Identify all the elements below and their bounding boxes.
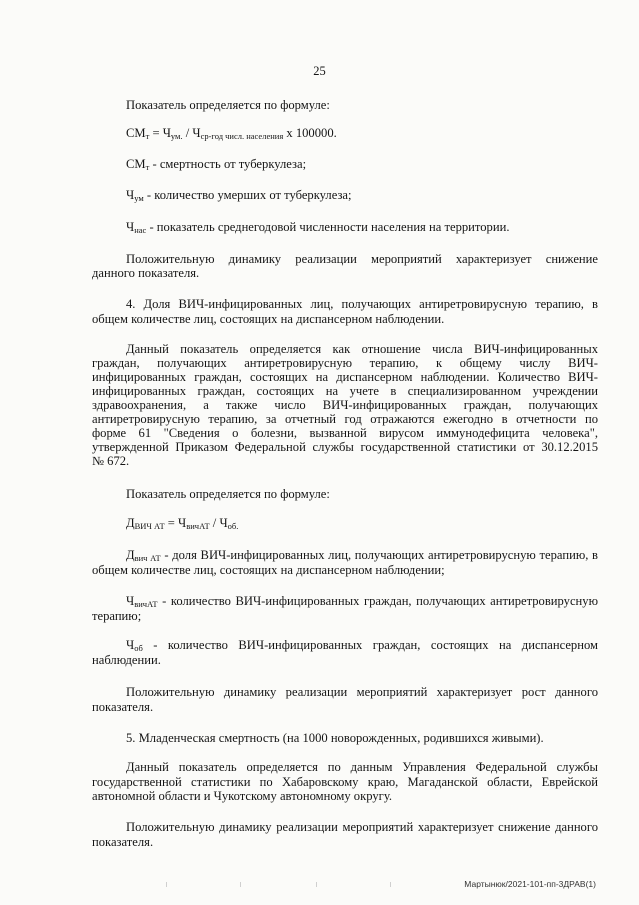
formula-intro-1: Показатель определяется по формуле: xyxy=(126,98,330,112)
definition-hiv-share: $Д_{вич АТ}$ - доля ВИЧ-инфицированных лиц, получающих антиретровирусную терапию, в общем количестве лиц, состоящих на диспансерном наблюдении; xyxy=(92,548,599,577)
definition-hiv-art: $Ч_{вичАТ}$ - количество ВИЧ-инфицированных граждан, получающих антиретровирусную терапию; xyxy=(92,594,598,623)
desc-line: № 672. xyxy=(92,454,130,468)
desc-line: здравоохранения, а также число ВИЧ-инфицированных граждан, получающих xyxy=(92,398,598,412)
indicator-5-description: Данный показатель определяется по данным Управления Федеральной службы государственной статистики по Хабаровскому краю, Магаданской области, Еврейской автономной области и Чукотскому автономному округу. xyxy=(92,760,598,804)
positive-dynamics-1b: данного показателя. xyxy=(92,266,200,280)
desc-line: Данный показатель определяется как отношение числа ВИЧ-инфицированных xyxy=(126,342,598,356)
scan-mark xyxy=(316,882,317,887)
desc-line: форме 61 "Сведения о болезни, вызванной вирусом иммунодефицита человека", xyxy=(92,426,598,440)
footer-doc-id: Мартынюк/2021-101-пп-3ДРАВ(1) xyxy=(464,879,596,889)
scan-mark xyxy=(390,882,391,887)
formula-intro-2: Показатель определяется по формуле: xyxy=(126,487,330,501)
definition-population: $Ч_{нас}$ - показатель среднегодовой численности населения на территории. xyxy=(126,220,510,235)
formula-hiv-share: $Д_{ВИЧ АТ} = Ч_{вичАТ} / Ч_{об.}$ xyxy=(126,516,239,531)
desc-line: инфицированных граждан, состоящих на диспансерном наблюдении. Количество ВИЧ- xyxy=(92,370,598,384)
positive-dynamics-1a: Положительную динамику реализации мероприятий характеризует снижение xyxy=(126,252,598,266)
definition-hiv-observed: $Ч_{об}$ - количество ВИЧ-инфицированных граждан, состоящих на диспансерном наблюдении. xyxy=(92,638,598,667)
positive-dynamics-2: Положительную динамику реализации мероприятий характеризует рост данного показателя. xyxy=(92,685,598,714)
indicator-4-title: 4. Доля ВИЧ-инфицированных лиц, получающих антиретровирусную терапию, в общем количестве лиц, состоящих на диспансерном наблюдении. xyxy=(92,297,598,326)
desc-line: антиретровирусную терапию, за отчетный год отражаются ежегодно в отчетности по xyxy=(92,412,598,426)
scan-mark xyxy=(240,882,241,887)
desc-line: инфицированных граждан, состоящих на учете в специализированном учреждении xyxy=(92,384,598,398)
formula-mortality: $СМ_т = Ч_{ум.} / Ч_{ср-год числ. населения}$ х 100000. xyxy=(126,126,337,141)
positive-dynamics-3: Положительную динамику реализации мероприятий характеризует снижение данного показателя. xyxy=(92,820,598,849)
indicator-5-title: 5. Младенческая смертность (на 1000 новорожденных, родившихся живыми). xyxy=(126,731,544,745)
definition-deaths: $Ч_{ум}$ - количество умерших от туберкулеза; xyxy=(126,188,352,203)
scan-mark xyxy=(166,882,167,887)
desc-line: утвержденной Приказом Федеральной службы государственной статистики от 30.12.2015 xyxy=(92,440,598,454)
page-number: 25 xyxy=(313,64,326,78)
desc-line: граждан, получающих антиретровирусную терапию, к общему числу ВИЧ- xyxy=(92,356,598,370)
definition-mortality: $СМ_т$ - смертность от туберкулеза; xyxy=(126,157,307,172)
